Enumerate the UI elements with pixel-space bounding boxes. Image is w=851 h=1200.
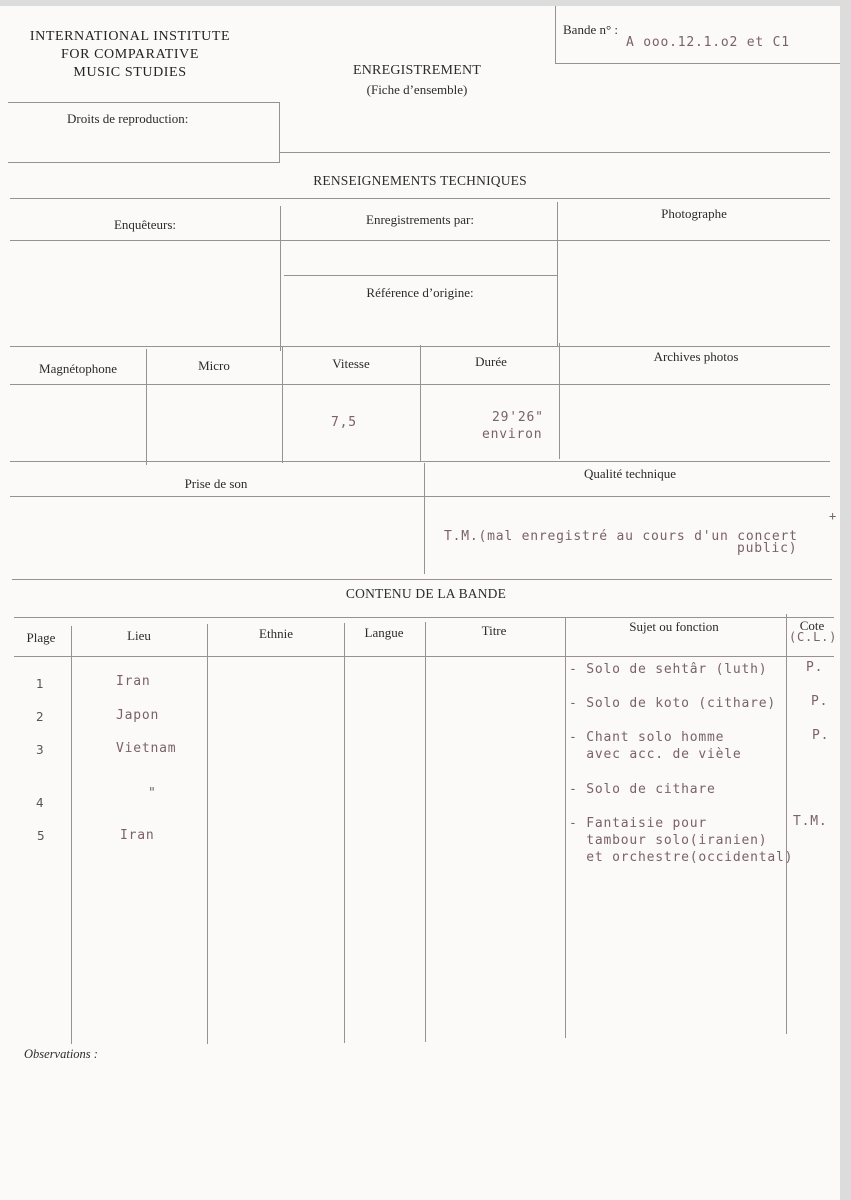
tech-header-line	[10, 240, 830, 241]
row-sujet-line-1: - Fantaisie pour	[569, 816, 708, 831]
tech-col-2	[557, 202, 558, 347]
droits-top-line	[8, 102, 280, 103]
row-cote: T.M.	[793, 814, 828, 829]
observations-label: Observations :	[24, 1047, 98, 1061]
archives-label: Archives photos	[653, 349, 739, 364]
row-cote: P.	[811, 694, 829, 709]
row-sujet: - Solo de sehtâr (luth)	[569, 662, 768, 677]
duree-label: Durée	[475, 354, 507, 369]
table-col-4	[425, 622, 426, 1042]
mag-col-3	[420, 345, 421, 461]
row-sujet-line-1: - Chant solo homme	[569, 730, 725, 745]
contenu-header-line	[14, 656, 834, 657]
mag-col-1	[146, 349, 147, 465]
row-plage: 5	[37, 829, 45, 843]
col-lieu: Lieu	[127, 628, 151, 643]
technique-title: RENSEIGNEMENTS TECHNIQUES	[313, 173, 527, 188]
duree-value-1: 29'26"	[492, 410, 544, 425]
col-titre: Titre	[481, 623, 507, 638]
droits-right-line	[279, 102, 280, 162]
droits-label: Droits de reproduction:	[67, 111, 189, 126]
technique-top-line	[10, 198, 830, 199]
droits-bottom-line	[8, 162, 280, 163]
qualite-value-1: T.M.(mal enregistré au cours d'un concert	[444, 529, 798, 544]
tech-col-1	[280, 206, 281, 351]
row-cote: P.	[812, 728, 830, 743]
institute-line-3: MUSIC STUDIES	[73, 65, 187, 80]
col-sujet: Sujet ou fonction	[629, 619, 719, 634]
micro-label: Micro	[198, 358, 230, 373]
table-col-3	[344, 623, 345, 1043]
prise-de-son-label: Prise de son	[184, 476, 248, 491]
photographe-label: Photographe	[661, 206, 727, 221]
qualite-label: Qualité technique	[583, 466, 677, 481]
vitesse-label: Vitesse	[332, 356, 370, 371]
col-langue: Langue	[364, 625, 404, 640]
institute-line-1: INTERNATIONAL INSTITUTE	[29, 29, 231, 44]
institute-line-2: FOR COMPARATIVE	[60, 47, 199, 62]
record-sheet	[0, 6, 840, 1200]
row-lieu: Iran	[120, 828, 155, 843]
mag-header-line	[10, 384, 830, 385]
row-plage: 1	[36, 677, 44, 691]
magnetophone-label: Magnétophone	[39, 361, 117, 376]
col-plage: Plage	[26, 630, 56, 645]
row-plage: 2	[36, 710, 44, 724]
row-sujet: - Solo de cithare	[569, 782, 716, 797]
vitesse-value: 7,5	[331, 415, 357, 430]
contenu-title: CONTENU DE LA BANDE	[345, 586, 507, 601]
contenu-top-line	[14, 617, 834, 618]
mag-col-2	[282, 347, 283, 463]
table-col-1	[71, 626, 72, 1044]
enqueteurs-label: Enquêteurs:	[113, 217, 177, 232]
row-sujet-line-2: avec acc. de vièle	[569, 747, 742, 762]
form-subtitle: (Fiche d’ensemble)	[366, 82, 468, 97]
row-lieu: Iran	[116, 674, 151, 689]
form-title: ENREGISTREMENT	[352, 63, 482, 78]
qualite-mark: +	[829, 509, 838, 523]
row-cote: P.	[806, 660, 824, 675]
bande-value: A ooo.12.1.o2 et C1	[626, 35, 790, 50]
prise-row-bottom	[12, 579, 832, 580]
col-cote: Cote	[799, 618, 825, 633]
col-cote-sub: (C.L.)	[789, 630, 838, 644]
row-sujet-line-3: et orchestre(occidental)	[569, 850, 794, 865]
reference-line	[284, 275, 557, 276]
mag-col-4	[559, 343, 560, 459]
row-lieu: Vietnam	[116, 741, 177, 756]
prise-col	[424, 463, 425, 574]
row-plage: 3	[36, 743, 44, 757]
table-col-2	[207, 624, 208, 1044]
reference-label: Référence d’origine:	[366, 285, 474, 300]
header-rule	[280, 152, 830, 153]
prise-header-line	[10, 496, 830, 497]
row-plage: 4	[36, 796, 44, 810]
mag-row-bottom	[10, 461, 830, 462]
row-lieu: "	[148, 786, 157, 801]
bande-box-left	[555, 6, 556, 64]
bande-label: Bande n° :	[563, 22, 619, 37]
table-col-6	[786, 614, 787, 1034]
institute-name	[6, 28, 254, 82]
row-sujet: - Solo de koto (cithare)	[569, 696, 777, 711]
bande-box-bottom	[555, 63, 840, 64]
row-lieu: Japon	[116, 708, 160, 723]
duree-value-2: environ	[482, 427, 543, 442]
table-col-5	[565, 618, 566, 1038]
col-ethnie: Ethnie	[259, 626, 293, 641]
qualite-value-2: public)	[737, 541, 798, 556]
enregistrements-par-label: Enregistrements par:	[366, 212, 474, 227]
row-sujet-line-2: tambour solo(iranien)	[569, 833, 768, 848]
